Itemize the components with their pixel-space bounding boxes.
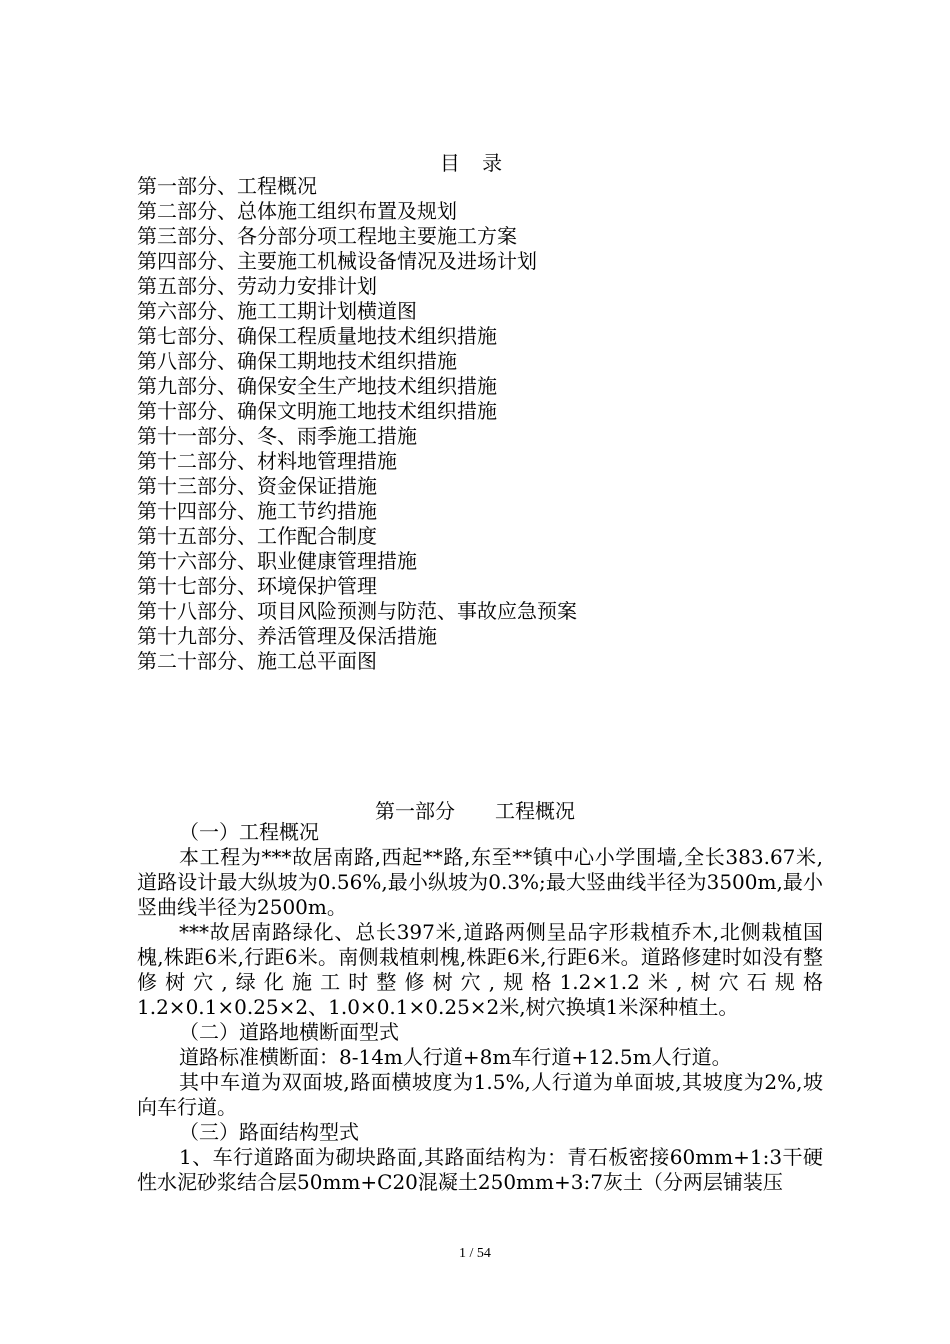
page-number: 1 / 54	[459, 1246, 491, 1261]
toc-item: 第五部分、劳动力安排计划	[137, 274, 377, 298]
toc-item: 第四部分、主要施工机械设备情况及进场计划	[137, 249, 537, 273]
subheading-overview: （一）工程概况	[179, 820, 319, 844]
toc-item: 第九部分、确保安全生产地技术组织措施	[137, 374, 497, 398]
toc-item: 第十二部分、材料地管理措施	[137, 449, 397, 473]
toc-item: 第三部分、各分部分项工程地主要施工方案	[137, 224, 517, 248]
section-body	[137, 820, 823, 1195]
toc-item: 第七部分、确保工程质量地技术组织措施	[137, 324, 497, 348]
subheading-cross-section: （二）道路地横断面型式	[179, 1020, 399, 1044]
toc-item: 第十八部分、项目风险预测与防范、事故应急预案	[137, 599, 577, 623]
toc-title: 目 录	[439, 151, 511, 175]
toc-item: 第二十部分、施工总平面图	[137, 649, 377, 673]
toc-item: 第一部分、工程概况	[137, 174, 317, 198]
toc-item: 第十五部分、工作配合制度	[137, 524, 377, 548]
toc-item: 第二部分、总体施工组织布置及规划	[137, 199, 457, 223]
toc-item: 第十四部分、施工节约措施	[137, 499, 377, 523]
paragraph: 其中车道为双面坡,路面横坡度为1.5%,人行道为单面坡,其坡度为2%,坡向车行道。	[137, 1070, 823, 1119]
toc-item: 第十七部分、环境保护管理	[137, 574, 377, 598]
paragraph: 道路标准横断面：8-14m人行道+8m车行道+12.5m人行道。	[179, 1045, 732, 1069]
subheading-pavement-structure: （三）路面结构型式	[179, 1120, 359, 1144]
paragraph: 本工程为***故居南路,西起**路,东至**镇中心小学围墙,全长383.67米,道路设计最大纵坡为0.56%,最小纵坡为0.3%;最大竖曲线半径为3500m,最小竖曲线半径为2500m。	[137, 845, 823, 919]
toc-item: 第十部分、确保文明施工地技术组织措施	[137, 399, 497, 423]
section-title: 第一部分 工程概况	[375, 799, 575, 823]
paragraph: 1、车行道路面为砌块路面,其路面结构为：青石板密接60mm+1:3干硬性水泥砂浆结合层50mm+C20混凝土250mm+3:7灰土（分两层铺装压	[137, 1145, 823, 1194]
toc-item: 第十一部分、冬、雨季施工措施	[137, 424, 417, 448]
toc-item: 第六部分、施工工期计划横道图	[137, 299, 417, 323]
toc-item: 第十六部分、职业健康管理措施	[137, 549, 417, 573]
toc-list	[137, 174, 837, 674]
paragraph: ***故居南路绿化、总长397米,道路两侧呈品字形栽植乔木,北侧栽植国槐,株距6米,行距6米。南侧栽植刺槐,株距6米,行距6米。道路修建时如没有整修树穴,绿化施工时整修树穴,规格1.2×1.2米,树穴石规格1.2×0.1×0.25×2、1.0×0.1×0.25×2米,树穴换填1米深种植土。	[137, 920, 823, 1019]
toc-item: 第十九部分、养活管理及保活措施	[137, 624, 437, 648]
toc-item: 第十三部分、资金保证措施	[137, 474, 377, 498]
toc-item: 第八部分、确保工期地技术组织措施	[137, 349, 457, 373]
